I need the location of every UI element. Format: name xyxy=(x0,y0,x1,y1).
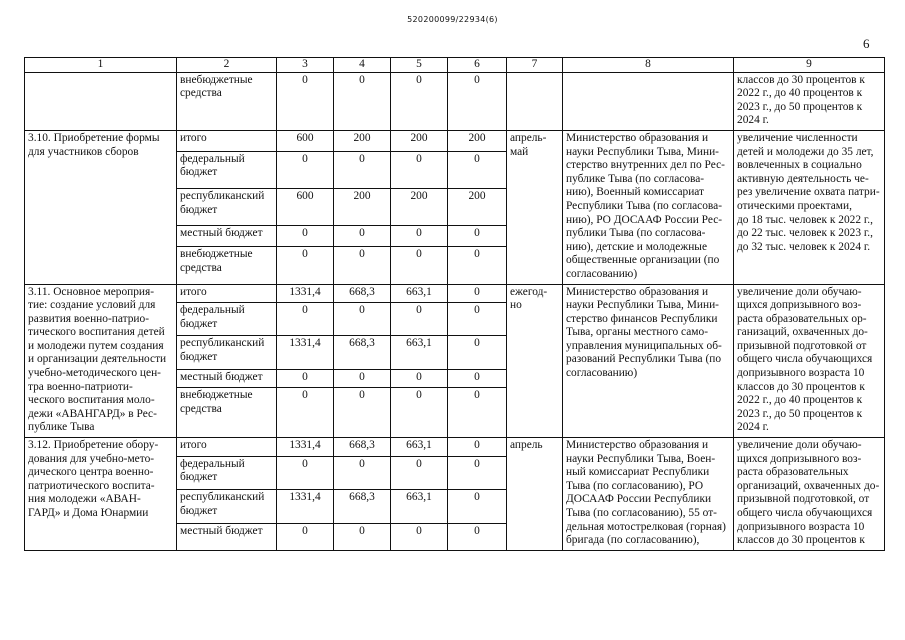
amount-2022: 668,3 xyxy=(334,438,391,457)
amount-total: 0 xyxy=(277,303,334,336)
column-number: 3 xyxy=(277,58,334,73)
amount-total: 600 xyxy=(277,130,334,151)
amount-total: 1331,4 xyxy=(277,490,334,523)
amount-total: 0 xyxy=(277,72,334,130)
amount-2024: 0 xyxy=(448,456,507,489)
column-number: 1 xyxy=(25,58,177,73)
measure-title: 3.12. Приобретение обору- дования для учебно-мето- дического центра военно- патриотического воспита- ния молодежи «АВАН- ГАРД» и Дома Юнармии xyxy=(25,438,177,551)
amount-2024: 0 xyxy=(448,523,507,550)
column-number: 6 xyxy=(448,58,507,73)
executors: Министерство образования и науки Республики Тыва, Мини- стерство внутренних дел по Рес- публике Тыва (по согласова- нию), Военный комиссариат Республики Тыва (по согласова- нию), РО ДОСААФ России Рес- публики Тыва (по согласова- нию), детские и молодежные общественные организации (по согласованию) xyxy=(563,130,734,284)
funding-source-label: местный бюджет xyxy=(177,369,277,388)
funding-source-label: итого xyxy=(177,130,277,151)
amount-2024: 0 xyxy=(448,388,507,438)
column-number: 8 xyxy=(563,58,734,73)
amount-2024: 0 xyxy=(448,369,507,388)
amount-2023: 0 xyxy=(391,388,448,438)
funding-source-label: федеральный бюджет xyxy=(177,303,277,336)
amount-total: 0 xyxy=(277,226,334,247)
amount-2023: 0 xyxy=(391,369,448,388)
amount-2024: 0 xyxy=(448,247,507,284)
amount-2024: 0 xyxy=(448,336,507,369)
amount-total: 0 xyxy=(277,247,334,284)
amount-total: 1331,4 xyxy=(277,284,334,303)
funding-source-label: итого xyxy=(177,438,277,457)
amount-2024: 0 xyxy=(448,284,507,303)
expected-result: увеличение доли обучаю- щихся допризывного воз- раста образовательных ор- ганизаций, охваченных до- призывной подготовкой от общего числа обучающихся допризывного возраста 10 классов до 30 процентов к 2022 г., до 40 процентов к 2023 г., до 50 процентов к 2024 г. xyxy=(734,284,885,438)
amount-total: 1331,4 xyxy=(277,438,334,457)
column-number: 2 xyxy=(177,58,277,73)
amount-2022: 0 xyxy=(334,226,391,247)
executors-cell xyxy=(563,72,734,130)
amount-2023: 200 xyxy=(391,189,448,226)
expected-result: классов до 30 процентов к 2022 г., до 40 процентов к 2023 г., до 50 процентов к 2024 г. xyxy=(734,72,885,130)
amount-2024: 0 xyxy=(448,72,507,130)
amount-2024: 0 xyxy=(448,226,507,247)
amount-2024: 0 xyxy=(448,151,507,188)
page-number: 6 xyxy=(863,36,870,51)
amount-2023: 663,1 xyxy=(391,336,448,369)
amount-2022: 0 xyxy=(334,369,391,388)
executors: Министерство образования и науки Республики Тыва, Мини- стерство финансов Республики Тыва, органы местного само- управления муниципальных об- разований Республики Тыва (по согласованию) xyxy=(563,284,734,438)
amount-2024: 0 xyxy=(448,438,507,457)
amount-2023: 0 xyxy=(391,151,448,188)
period-cell xyxy=(507,72,563,130)
amount-2023: 663,1 xyxy=(391,284,448,303)
table-row xyxy=(25,72,885,130)
amount-2023: 0 xyxy=(391,303,448,336)
amount-2022: 0 xyxy=(334,151,391,188)
amount-2022: 0 xyxy=(334,247,391,284)
amount-2023: 663,1 xyxy=(391,438,448,457)
amount-total: 0 xyxy=(277,523,334,550)
amount-2023: 0 xyxy=(391,523,448,550)
column-number: 4 xyxy=(334,58,391,73)
column-number: 5 xyxy=(391,58,448,73)
amount-total: 0 xyxy=(277,388,334,438)
amount-2022: 200 xyxy=(334,189,391,226)
amount-2022: 668,3 xyxy=(334,336,391,369)
column-number: 9 xyxy=(734,58,885,73)
amount-2022: 668,3 xyxy=(334,490,391,523)
funding-source-label: местный бюджет xyxy=(177,226,277,247)
amount-2024: 200 xyxy=(448,189,507,226)
measure-cell xyxy=(25,72,177,130)
funding-source-label: местный бюджет xyxy=(177,523,277,550)
amount-total: 0 xyxy=(277,151,334,188)
amount-total: 0 xyxy=(277,369,334,388)
table-row xyxy=(25,130,885,151)
table-row xyxy=(25,284,885,303)
amount-2022: 668,3 xyxy=(334,284,391,303)
column-number: 7 xyxy=(507,58,563,73)
funding-source-label: республиканский бюджет xyxy=(177,189,277,226)
amount-total: 0 xyxy=(277,456,334,489)
funding-source-label: итого xyxy=(177,284,277,303)
period: апрель- май xyxy=(507,130,563,284)
amount-2023: 663,1 xyxy=(391,490,448,523)
amount-2024: 0 xyxy=(448,490,507,523)
executors: Министерство образования и науки Республики Тыва, Воен- ный комиссариат Республики Тыва (по согласованию), РО ДОСААФ России Республики Тыва (по согласованию), 55 от- дельная мотострелковая (горная) бригада (по согласованию), xyxy=(563,438,734,551)
amount-2022: 0 xyxy=(334,72,391,130)
measure-title: 3.11. Основное мероприя- тие: создание условий для развития военно-патрио- тического воспитания детей и молодежи путем создания и организации деятельности учебно-методического цен- тра военно-патриоти- ческого воспитания моло- дежи «АВАНГАРД» в Рес- публике Тыва xyxy=(25,284,177,438)
measure-title: 3.10. Приобретение формы для участников сборов xyxy=(25,130,177,284)
amount-2023: 200 xyxy=(391,130,448,151)
funding-source-label: республиканский бюджет xyxy=(177,336,277,369)
amount-total: 600 xyxy=(277,189,334,226)
funding-source-label: внебюджетные средства xyxy=(177,247,277,284)
amount-2022: 0 xyxy=(334,456,391,489)
amount-2024: 0 xyxy=(448,303,507,336)
amount-2022: 200 xyxy=(334,130,391,151)
period: апрель xyxy=(507,438,563,551)
amount-2022: 0 xyxy=(334,523,391,550)
amount-2022: 0 xyxy=(334,303,391,336)
amount-2023: 0 xyxy=(391,456,448,489)
funding-source-label: республиканский бюджет xyxy=(177,490,277,523)
amount-total: 1331,4 xyxy=(277,336,334,369)
amount-2024: 200 xyxy=(448,130,507,151)
column-number-row xyxy=(25,58,885,73)
document-id: 520200099/22934(6) xyxy=(407,15,498,24)
amount-2023: 0 xyxy=(391,72,448,130)
expected-result: увеличение доли обучаю- щихся допризывного воз- раста образовательных организаций, охваченных до- призывной подготовкой, от общего числа обучающихся допризывного возраста 10 классов до 30 процентов к xyxy=(734,438,885,551)
program-table xyxy=(24,57,885,551)
funding-source-label: внебюджетные средства xyxy=(177,388,277,438)
expected-result: увеличение численности детей и молодежи до 35 лет, вовлеченных в социально активную деятельность че- рез увеличение охвата патри- отическими проектами, до 18 тыс. человек к 2022 г., до 22 тыс. человек к 2023 г., до 32 тыс. человек к 2024 г. xyxy=(734,130,885,284)
funding-source-label: федеральный бюджет xyxy=(177,151,277,188)
amount-2023: 0 xyxy=(391,247,448,284)
amount-2022: 0 xyxy=(334,388,391,438)
amount-2023: 0 xyxy=(391,226,448,247)
funding-source-label: федеральный бюджет xyxy=(177,456,277,489)
table-row xyxy=(25,438,885,457)
funding-source-label: внебюджетные средства xyxy=(177,72,277,130)
period: ежегод- но xyxy=(507,284,563,438)
